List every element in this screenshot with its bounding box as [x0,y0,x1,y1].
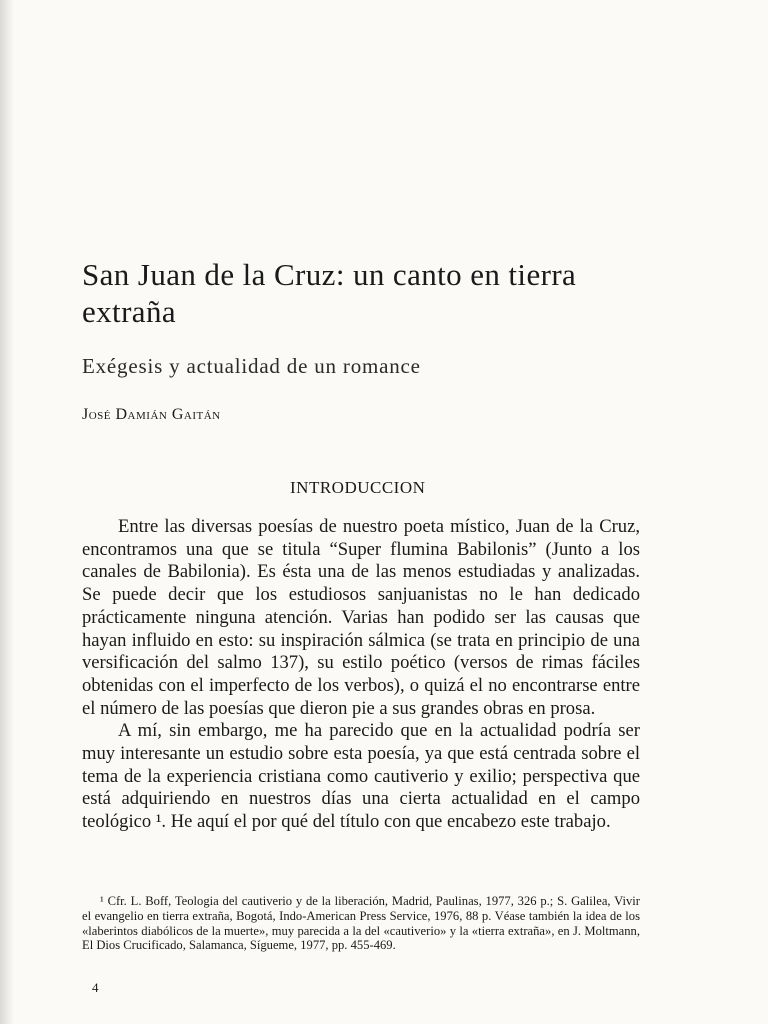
body-paragraph-2: A mí, sin embargo, me ha parecido que en la actualidad podría ser muy interesante un estudio sobre esta poesía, ya que está centrada sobre el tema de la experiencia cristiana como cautiverio y exilio; perspectiva que está adquiriendo en nuestros días una cierta actualidad en el campo teológico ¹. He aquí el por qué del título con que encabezo este trabajo. [82,720,640,833]
article-title: San Juan de la Cruz: un canto en tierra extraña [82,257,577,329]
section-heading: INTRODUCCION [290,478,426,497]
body-paragraph-1: Entre las diversas poesías de nuestro poeta místico, Juan de la Cruz, encontramos una que se titula “Super flumina Babilonis” (Junto a los canales de Babilonia). Es ésta una de las menos estudiadas y analizadas. Se puede decir que los estudiosos sanjuanistas no le han dedicado prácticamente ninguna atención. Varias han podido ser las causas que hayan influido en esto: su inspiración sálmica (se trata en principio de una versificación del salmo 137), su estilo poético (versos de rimas fáciles obtenidas con el imperfecto de los verbos), o quizá el no encontrarse entre el número de las poesías que dieron pie a sus grandes obras en prosa. [82,516,640,719]
scan-margin-shadow [0,0,14,1024]
page-number: 4 [92,980,99,995]
author-name: José Damián Gaitán [82,406,221,423]
footnote: ¹ Cfr. L. Boff, Teologia del cautiverio y de la liberación, Madrid, Paulinas, 1977, 326 p.; S. Galilea, Vivir el evangelio en tierra extraña, Bogotá, Indo-American Press Service, 1976, 88 p. Véase también la idea de los «laberintos diabólicos de la muerte», muy parecida a la del «cautiverio» y la «tierra extraña», en J. Moltmann, El Dios Crucificado, Salamanca, Sígueme, 1977, pp. 455-469. [82,894,640,953]
article-subtitle: Exégesis y actualidad de un romance [82,354,421,378]
body-text [82,516,640,834]
